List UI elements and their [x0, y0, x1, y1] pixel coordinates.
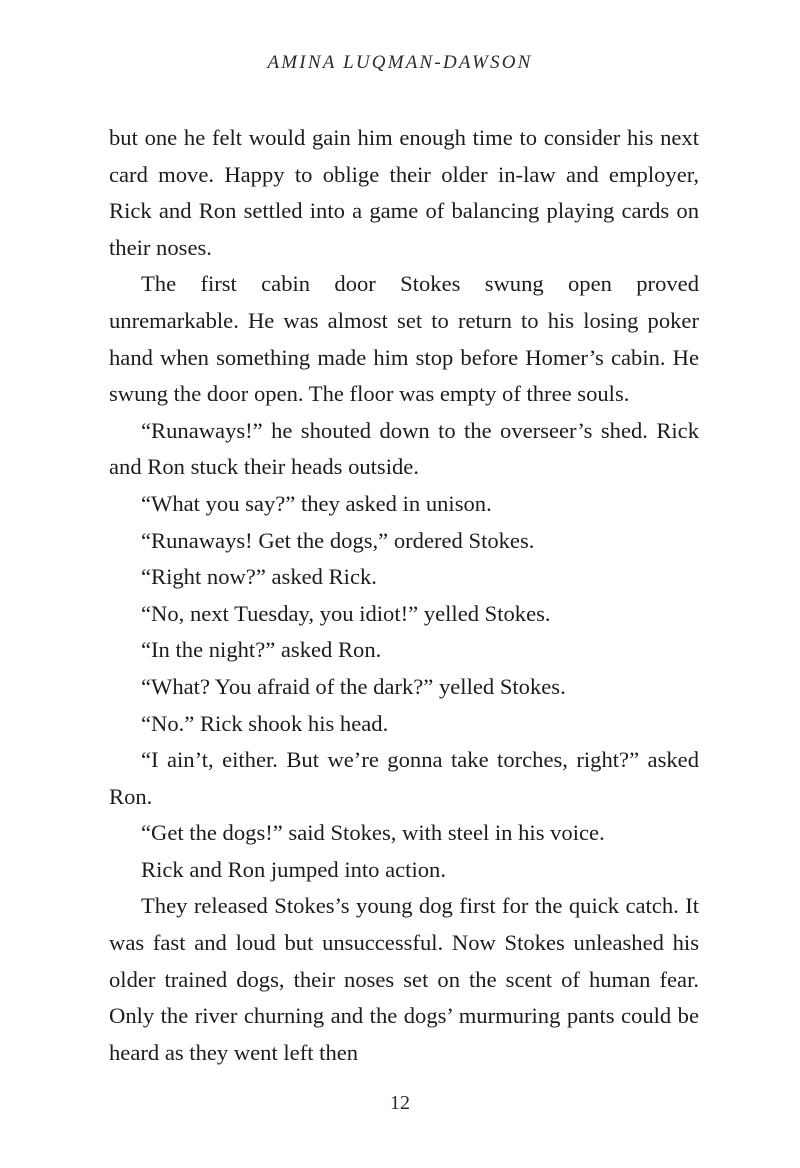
page-body — [109, 120, 699, 1071]
paragraph: “Right now?” asked Rick. — [141, 564, 377, 590]
running-head: AMINA LUQMAN-DAWSON — [267, 52, 533, 73]
paragraph: “Get the dogs!” said Stokes, with steel in his voice. — [141, 820, 605, 846]
paragraph: “No, next Tuesday, you idiot!” yelled Stokes. — [141, 600, 551, 626]
paragraph: “Runaways!” he shouted down to the overseer’s shed. Rick and Ron stuck their heads outside. — [109, 417, 699, 480]
paragraph: “What you say?” they asked in unison. — [141, 490, 492, 516]
paragraph: “Runaways! Get the dogs,” ordered Stokes. — [141, 527, 535, 553]
paragraph: Rick and Ron jumped into action. — [141, 856, 446, 882]
paragraph: “What? You afraid of the dark?” yelled Stokes. — [141, 673, 566, 699]
paragraph: The first cabin door Stokes swung open proved unremarkable. He was almost set to return to his losing poker hand when something made him stop before Homer’s cabin. He swung the door open. The floor was empty of three souls. — [109, 271, 699, 407]
paragraph: “I ain’t, either. But we’re gonna take torches, right?” asked Ron. — [109, 747, 699, 809]
paragraph-continued: but one he felt would gain him enough time to consider his next card move. Happy to oblige their older in-law and employer, Rick and Ron settled into a game of balancing playing cards on their noses. — [109, 125, 699, 260]
paragraph: They released Stokes’s young dog first for the quick catch. It was fast and loud but unsuccessful. Now Stokes unleashed his older trained dogs, their noses set on the scent of human fear. Only the river churning and the dogs’ murmuring pants could be heard as they went left then — [109, 893, 699, 1065]
paragraph: “No.” Rick shook his head. — [141, 710, 389, 736]
page-number: 12 — [390, 1092, 410, 1114]
paragraph: “In the night?” asked Ron. — [141, 637, 382, 663]
